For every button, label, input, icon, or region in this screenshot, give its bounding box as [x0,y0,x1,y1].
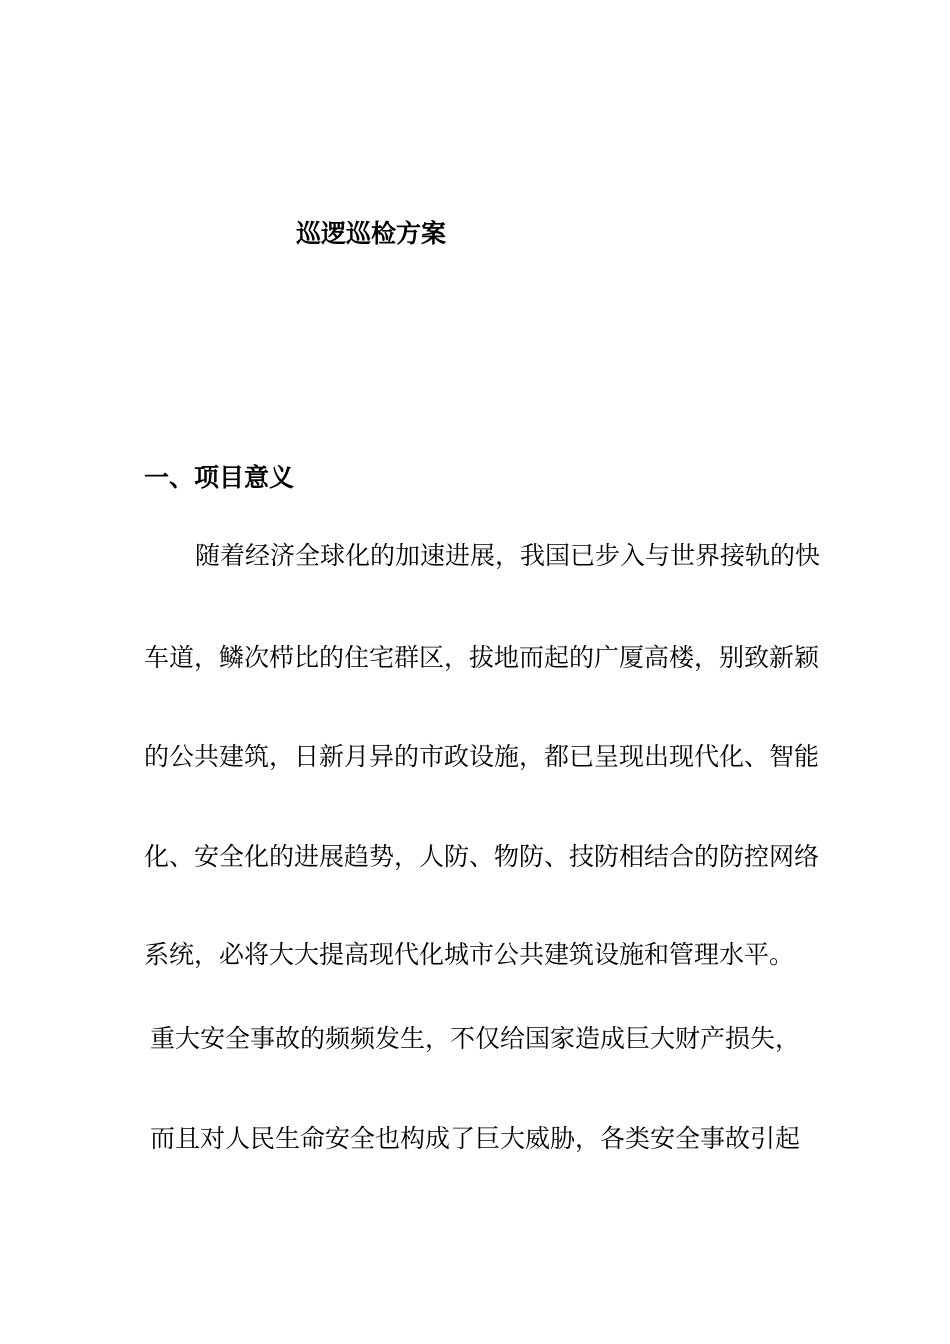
paragraph-line: 重大安全事故的频频发生，不仅给国家造成巨大财产损失， [150,1024,801,1053]
paragraph-line: 系统，必将大大提高现代化城市公共建筑设施和管理水平。 [144,940,795,969]
document-title: 巡逻巡检方案 [296,219,447,248]
paragraph-line: 随着经济全球化的加速进展，我国已步入与世界接轨的快 [195,541,821,570]
paragraph-line: 而且对人民生命安全也构成了巨大威胁，各类安全事故引起 [150,1124,801,1153]
paragraph-line: 的公共建筑，日新月异的市政设施，都已呈现出现代化、智能 [144,742,820,771]
paragraph-line: 车道，鳞次栉比的住宅群区，拔地而起的广厦高楼，别致新颖 [144,643,820,672]
paragraph-line: 化、安全化的进展趋势，人防、物防、技防相结合的防控网络 [144,842,820,871]
section-heading: 一、项目意义 [144,463,295,492]
